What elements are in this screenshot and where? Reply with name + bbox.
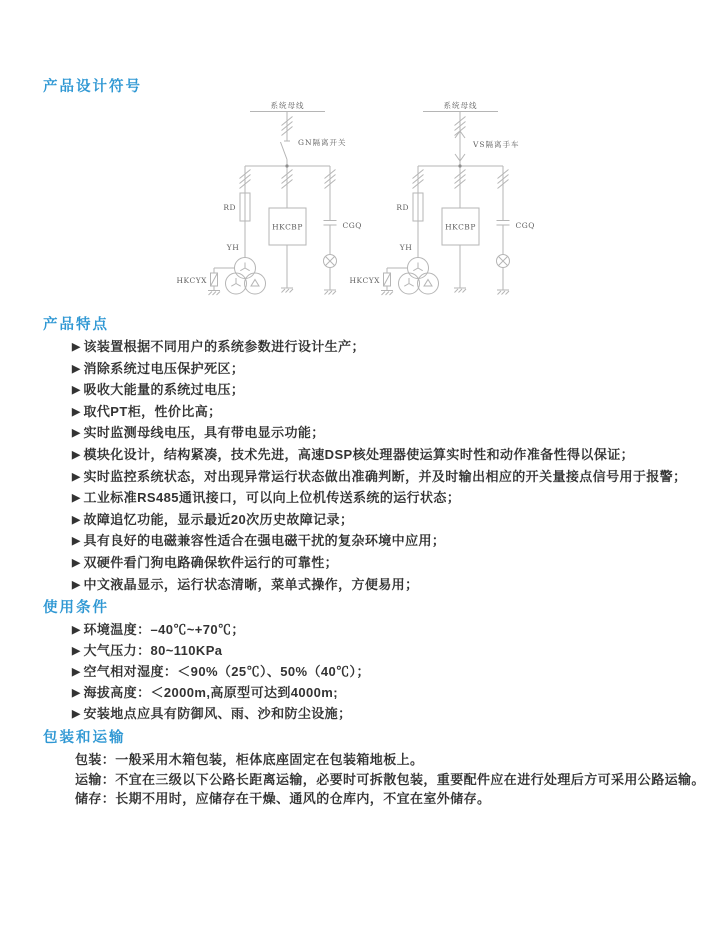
feature-item — [72, 402, 706, 424]
vt-label: YH — [226, 243, 240, 252]
feature-text: 吸收大能量的系统过电压； — [83, 382, 245, 398]
feature-text: 实时监测母线电压，具有带电显示功能； — [83, 425, 325, 441]
junction-dot — [458, 164, 461, 167]
feature-item — [72, 359, 706, 381]
feature-item — [72, 531, 706, 553]
feature-item — [72, 423, 706, 445]
vt-label: YH — [399, 243, 413, 252]
fuse-label: RD — [396, 203, 409, 212]
feature-item — [72, 488, 706, 510]
feature-text: 模块化设计，结构紧凑，技术先进，高速DSP核处理器使运算实时性和动作准备性得以保证； — [83, 446, 635, 462]
single-line-diagrams-svg — [43, 98, 706, 310]
feature-item — [72, 575, 706, 597]
bullet-icon: ▶ — [72, 427, 81, 440]
bullet-icon: ▶ — [72, 384, 81, 397]
voltage-transformer-icon — [226, 258, 266, 295]
feature-item — [72, 510, 706, 532]
bullet-icon: ▶ — [72, 470, 81, 483]
voltage-transformer-icon — [399, 258, 439, 295]
bullet-icon: ▶ — [72, 492, 81, 505]
junction-dot — [285, 164, 288, 167]
bullet-icon: ▶ — [72, 341, 81, 353]
bullet-icon: ▶ — [72, 535, 81, 548]
protector-label: HKCBP — [445, 222, 476, 232]
bullet-icon: ▶ — [72, 708, 81, 721]
feature-text: 实时监控系统状态，对出现异常运行状态做出准确判断，并及时输出相应的开关量接点信号用于报警； — [83, 468, 687, 484]
feature-text: 该装置根据不同用户的系统参数进行设计生产； — [83, 339, 365, 354]
disconnect-switch-icon — [281, 141, 291, 160]
feature-text: 取代PT柜，性价比高； — [83, 403, 222, 419]
feature-text: 具有良好的电磁兼容性适合在强电磁干扰的复杂环境中应用； — [83, 533, 446, 549]
bullet-icon: ▶ — [72, 556, 81, 569]
capacitor-sensor-icon — [324, 221, 337, 226]
arrester-icon — [384, 273, 391, 286]
condition-text: 海拔高度：＜2000m,高原型可达到4000m; — [83, 685, 338, 701]
packaging-line: 储存：长期不用时，应储存在干燥、通风的仓库内，不宜在室外储存。 — [75, 791, 491, 807]
feature-item — [72, 380, 706, 402]
condition-item — [72, 641, 706, 662]
bus-label: 系统母线 — [270, 101, 305, 110]
lamp-icon — [324, 255, 337, 268]
lamp-icon — [497, 255, 510, 268]
feature-item — [72, 553, 706, 575]
capacitor-sensor-icon — [497, 221, 510, 226]
bullet-icon: ▶ — [72, 362, 81, 375]
feature-text: 双硬件看门狗电路确保软件运行的可靠性； — [83, 554, 339, 570]
feature-item — [72, 467, 706, 489]
packaging-line: 包装：一般采用木箱包装，柜体底座固定在包装箱地板上。 — [75, 752, 424, 768]
packaging-lines — [43, 750, 706, 809]
packaging-line: 运输：不宜在三级以下公路长距离运输，必要时可拆散包装，重要配件应在进行处理后方可采用公路运输。 — [75, 771, 705, 787]
disconnect-label: GN隔离开关 — [298, 138, 347, 147]
feature-text: 中文液晶显示，运行状态清晰，菜单式操作，方便易用； — [83, 576, 419, 592]
bullet-icon: ▶ — [72, 645, 81, 658]
wiring-lines — [387, 112, 503, 291]
feature-text: 故障追忆功能，显示最近20次历史故障记录； — [83, 511, 354, 527]
condition-text: 环境温度：–40℃~+70℃； — [83, 622, 245, 638]
condition-item — [72, 620, 706, 641]
diagram-left — [177, 100, 362, 295]
arrester-label: HKCYX — [176, 276, 207, 285]
fuse-label: RD — [223, 203, 236, 212]
bullet-icon: ▶ — [72, 513, 81, 526]
bullet-icon: ▶ — [72, 666, 81, 679]
arrester-icon — [211, 273, 218, 286]
design-symbols-diagrams — [43, 98, 706, 310]
feature-text: 消除系统过电压保护死区； — [83, 360, 245, 376]
sensor-label: CGQ — [515, 221, 535, 230]
bullet-icon: ▶ — [72, 624, 81, 637]
disconnect-label: VS隔离手车 — [473, 140, 520, 149]
section-title-packaging: 包装和运输 — [43, 730, 126, 747]
feature-text: 工业标准RS485通讯接口，可以向上位机传送系统的运行状态； — [83, 490, 461, 506]
bullet-icon: ▶ — [72, 578, 81, 591]
diagram-right — [350, 100, 535, 295]
condition-text: 空气相对湿度：＜90%（25℃）、50%（40℃）； — [83, 664, 370, 680]
condition-item — [72, 704, 706, 725]
features-list — [43, 337, 706, 596]
bullet-icon: ▶ — [72, 687, 81, 700]
section-title-features: 产品特点 — [43, 317, 109, 333]
feature-item — [72, 337, 706, 359]
sensor-label: CGQ — [342, 221, 362, 230]
section-title-conditions: 使用条件 — [43, 600, 109, 617]
condition-text: 大气压力：80~110KPa — [83, 643, 223, 659]
conditions-list — [43, 620, 706, 725]
condition-text: 安装地点应具有防御风、雨、沙和防尘设施； — [83, 706, 352, 722]
feature-item — [72, 445, 706, 467]
section-title-design-symbols: 产品设计符号 — [43, 79, 142, 95]
condition-item — [72, 683, 706, 704]
protector-label: HKCBP — [272, 222, 303, 232]
bullet-icon: ▶ — [72, 405, 81, 418]
bullet-icon: ▶ — [72, 448, 81, 461]
bus-label: 系统母线 — [443, 101, 478, 110]
condition-item — [72, 662, 706, 683]
arrester-label: HKCYX — [349, 276, 380, 285]
